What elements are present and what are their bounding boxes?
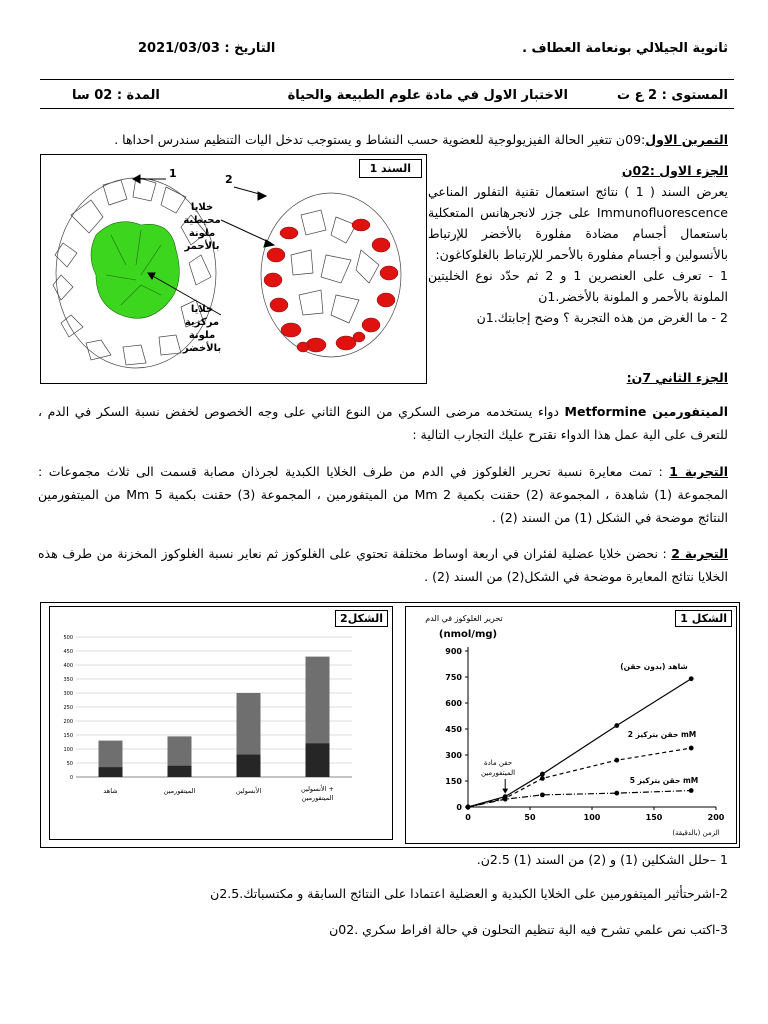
red-cells-caption: خلايا محيطية ملونة بالأحمر xyxy=(183,202,221,252)
part2-intro xyxy=(38,400,728,446)
y-tick-label: 0 xyxy=(456,803,462,812)
y-tick-label: 350 xyxy=(63,677,73,683)
series-point xyxy=(540,792,545,797)
y-axis-label-ar: تحرير الغلوكوز في الدم xyxy=(425,614,503,623)
y-tick-label: 100 xyxy=(63,747,73,753)
category-label: الأنسولين xyxy=(235,787,262,795)
category-label: الأنسولين + xyxy=(301,785,334,793)
y-tick-label: 200 xyxy=(63,719,73,725)
question3: 3-اكتب نص علمي تشرح فيه الية تنظيم التحلون في حالة افراط سكري .02ن xyxy=(329,922,728,937)
header-divider-bottom xyxy=(40,108,734,109)
exam-level: المستوى : 2 ع ت xyxy=(617,88,728,103)
x-tick-label: 200 xyxy=(707,813,725,822)
experiment1-label: التجربة 1 xyxy=(669,464,728,479)
series-point xyxy=(614,758,619,763)
bar-chart-title: الشكل2 xyxy=(335,610,388,627)
y-tick-label: 300 xyxy=(445,751,462,760)
experiment2-label: التجربة 2 xyxy=(671,546,728,561)
header-divider-top xyxy=(40,79,734,80)
injection-arrow-head xyxy=(502,789,508,794)
series-line-1 xyxy=(468,679,691,807)
bar-segment xyxy=(99,767,123,777)
exam-title: الاختبار الاول في مادة علوم الطبيعة والحياة xyxy=(287,88,568,103)
series-line-3 xyxy=(468,791,691,807)
series-label-2: حقن بتركيز 2 mM xyxy=(627,730,697,739)
green-cells xyxy=(91,222,179,319)
y-tick-label: 400 xyxy=(63,663,73,669)
exercise1-intro-text: :09ن تتغير الحالة الفيزيولوجية للعضوية حسب النشاط و يستوجب تدخل اليات التنظيم سندرس احداها . xyxy=(114,132,646,147)
experiment1-text: : تمت معايرة نسبة تحرير الغلوكوز في الدم من طرف الخلايا الكبدية لجرذان مصابة قسمت الى ثلاث مجموعات : المجموعة (1) شاهدة ، المجموعة (2) حقنت بكمية 2 Mm من الميتفورمين ، المجموعة (3) حقنت بكمية 5 Mm من الميتفورمين النتائج موضحة في الشكل (1) من السند (2) . xyxy=(38,464,728,525)
y-tick-label: 300 xyxy=(63,691,73,697)
x-tick-label: 100 xyxy=(583,813,601,822)
part1-question1: 1 - تعرف على العنصرين 1 و 2 ثم حدّد نوع الخليتين الملونة بالأحمر و الملونة بالأخضر.1ن xyxy=(428,268,728,304)
metformine-term: الميتفورمين Metformine xyxy=(564,404,728,419)
bar-segment xyxy=(306,743,330,777)
y-tick-label: 50 xyxy=(66,761,73,767)
part2-label: الجزء الثاني 7ن: xyxy=(626,370,728,385)
series-point xyxy=(540,776,545,781)
y-tick-label: 600 xyxy=(445,699,462,708)
experiment2-text: : نحضن خلايا عضلية لفئران في اربعة اوساط مختلفة تحتوي على الغلوكوز ثم نعاير نسبة الغلوكوز المخزنة من طرف هذه الخلايا نتائج المعايرة موضحة في الشكل(2) من السند (2) . xyxy=(38,546,728,584)
series-point xyxy=(466,805,471,810)
exam-duration: المدة : 02 سا xyxy=(72,88,160,103)
series-label-3: حقن بتركيز 5 mM xyxy=(629,776,699,785)
part1-section xyxy=(428,160,728,328)
y-tick-label: 150 xyxy=(445,777,462,786)
question1: 1 –حلل الشكلين (1) و (2) من السند (1) 2.5ن. xyxy=(476,852,728,867)
x-tick-label: 50 xyxy=(524,813,536,822)
figure1-title: السند 1 xyxy=(359,159,422,178)
green-cells-caption: خلايا مركزية ملونة بالأخضر xyxy=(182,304,222,354)
figure1-label-1: 1 xyxy=(169,167,177,180)
y-tick-label: 150 xyxy=(63,733,73,739)
series-point xyxy=(689,788,694,793)
exam-date: التاريخ : 2021/03/03 xyxy=(138,41,276,56)
bar-chart xyxy=(50,607,392,839)
injection-label: حقن مادة xyxy=(483,759,513,767)
bar-chart-panel xyxy=(49,606,393,840)
y-tick-label: 0 xyxy=(69,775,73,781)
series-point xyxy=(503,797,508,802)
y-axis-unit: (nmol/mg) xyxy=(438,629,498,640)
islet-illustration xyxy=(41,155,426,383)
x-tick-label: 0 xyxy=(465,813,471,822)
line-chart-panel xyxy=(405,606,737,844)
y-tick-label: 250 xyxy=(63,705,73,711)
exercise1-label: التمرين الاول xyxy=(645,132,728,147)
part1-text: يعرض السند ( 1 ) نتائج استعمال تقنية التفلور المناعي Immunofluorescence على جزر لانجرهانس المتعكلية باستعمال أجسام مضادة مفلورة بالأخضر للإرتباط بالأنسولين و أجسام مفلورة بالأحمر للإرتباط بالغلوكاغون: xyxy=(428,184,728,262)
category-label: شاهد xyxy=(103,787,118,795)
series-point xyxy=(540,772,545,777)
y-tick-label: 750 xyxy=(445,673,462,682)
injection-label: الميتفورمين xyxy=(480,769,516,777)
y-tick-label: 900 xyxy=(445,647,462,656)
figure1-frame xyxy=(40,154,427,384)
series-point xyxy=(689,676,694,681)
question2: 2-اشرحتأثير الميتفورمين على الخلايا الكبدية و العضلية اعتمادا على النتائج السابقة و مكتسباتك.2.5ن xyxy=(210,886,728,901)
part1-label: الجزء الاول :02ن xyxy=(621,163,728,178)
y-tick-label: 450 xyxy=(445,725,462,734)
y-tick-label: 500 xyxy=(63,635,73,641)
y-tick-label: 450 xyxy=(63,649,73,655)
exercise1-intro xyxy=(38,128,728,151)
x-axis-label: الزمن (بالدقيقة) xyxy=(672,829,720,837)
school-name: ثانوية الجيلالي بونعامة العطاف . xyxy=(522,41,728,56)
bar-segment xyxy=(168,766,192,777)
line-chart xyxy=(406,607,736,843)
series-point xyxy=(689,746,694,751)
experiment1 xyxy=(38,460,728,529)
category-label: الميتفورمين xyxy=(301,794,334,802)
series-point xyxy=(614,723,619,728)
x-tick-label: 150 xyxy=(645,813,663,822)
figure2-frame xyxy=(40,602,740,848)
part1-question2: 2 - ما الغرض من هذه التجربة ؟ وضح إجابتك.1ن xyxy=(476,310,728,325)
series-point xyxy=(614,791,619,796)
line-chart-title: الشكل 1 xyxy=(675,610,732,627)
experiment2 xyxy=(38,542,728,588)
figure1-label-2: 2 xyxy=(225,173,233,186)
part2-intro-text: دواء يستخدمه مرضى السكري من النوع الثاني على وجه الخصوص لخفض نسبة السكر في الدم ، للتعرف على الية عمل هذا الدواء نقترح عليك التجارب التالية : xyxy=(38,404,728,442)
category-label: الميتفورمين xyxy=(163,787,196,795)
red-cells xyxy=(264,219,398,352)
bar-segment xyxy=(237,755,261,777)
series-label-1: شاهد (بدون حقن) xyxy=(620,662,688,671)
